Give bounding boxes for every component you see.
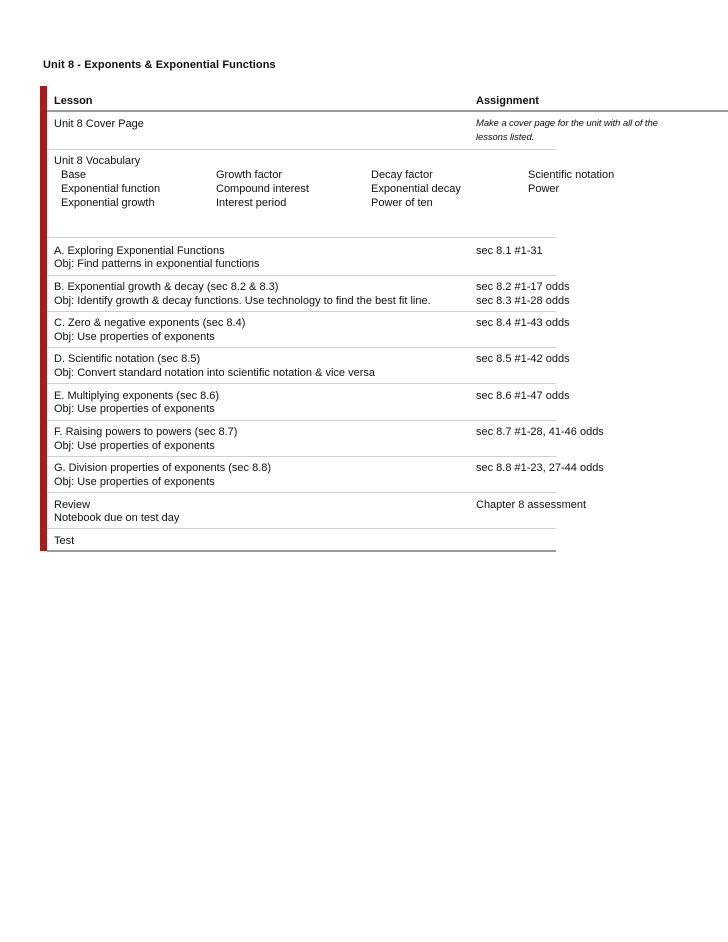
- lesson-title: G. Division properties of exponents (sec 8.8): [54, 462, 272, 474]
- lesson-objective: Obj: Identify growth & decay functions. Use technology to find the best fit line.: [54, 295, 431, 307]
- vocab-word: Growth factor: [216, 169, 283, 181]
- vocab-word: Interest period: [216, 197, 287, 209]
- left-accent-bar: [40, 86, 47, 551]
- vocab-word: Scientific notation: [528, 169, 615, 181]
- row-divider: [47, 383, 556, 384]
- lesson-assignment: sec 8.6 #1-47 odds: [476, 390, 570, 402]
- vocab-word: Base: [61, 169, 87, 181]
- cover-assignment-line2: lessons listed.: [476, 132, 535, 143]
- vocab-heading: Unit 8 Vocabulary: [54, 155, 141, 167]
- vocab-word: Compound interest: [216, 183, 309, 195]
- lesson-title: D. Scientific notation (sec 8.5): [54, 353, 201, 365]
- lesson-title: C. Zero & negative exponents (sec 8.4): [54, 317, 246, 329]
- lesson-column-header: Lesson: [54, 95, 93, 107]
- lesson-assignment: sec 8.2 #1-17 odds: [476, 281, 570, 293]
- lesson-assignment: Chapter 8 assessment: [476, 499, 587, 511]
- lesson-assignment: sec 8.8 #1-23, 27-44 odds: [476, 462, 604, 474]
- lesson-assignment: sec 8.4 #1-43 odds: [476, 317, 570, 329]
- cover-assignment-line1: Make a cover page for the unit with all of the: [476, 118, 658, 129]
- lesson-objective: Obj: Use properties of exponents: [54, 476, 215, 488]
- vocab-word: Exponential function: [61, 183, 161, 195]
- lesson-assignment: sec 8.7 #1-28, 41-46 odds: [476, 426, 604, 438]
- row-divider: [47, 149, 556, 150]
- row-divider: [47, 456, 556, 457]
- row-divider: [47, 347, 556, 348]
- lesson-title: B. Exponential growth & decay (sec 8.2 & 8.3): [54, 281, 279, 293]
- lesson-objective: Obj: Convert standard notation into scientific notation & vice versa: [54, 367, 376, 379]
- lesson-assignment: sec 8.5 #1-42 odds: [476, 353, 570, 365]
- vocab-word: Power: [528, 183, 560, 195]
- lesson-title: Review: [54, 499, 91, 511]
- table-bottom-border: [47, 550, 556, 552]
- lesson-title: A. Exploring Exponential Functions: [54, 245, 225, 257]
- row-divider: [47, 528, 556, 529]
- page-title: Unit 8 - Exponents & Exponential Functions: [43, 59, 276, 71]
- row-divider: [47, 237, 556, 238]
- header-divider: [47, 110, 728, 112]
- lesson-title: F. Raising powers to powers (sec 8.7): [54, 426, 238, 438]
- vocab-word: Exponential growth: [61, 197, 155, 209]
- lesson-title: Test: [54, 535, 75, 547]
- row-divider: [47, 492, 556, 493]
- vocab-word: Decay factor: [371, 169, 433, 181]
- lesson-objective: Obj: Use properties of exponents: [54, 331, 215, 343]
- lesson-assignment: sec 8.1 #1-31: [476, 245, 543, 257]
- vocab-word: Exponential decay: [371, 183, 461, 195]
- row-divider: [47, 420, 556, 421]
- vocab-word: Power of ten: [371, 197, 433, 209]
- cover-lesson: Unit 8 Cover Page: [54, 118, 144, 130]
- row-divider: [47, 275, 556, 276]
- lesson-objective: Notebook due on test day: [54, 512, 180, 524]
- lesson-assignment: sec 8.3 #1-28 odds: [476, 295, 570, 307]
- lesson-objective: Obj: Use properties of exponents: [54, 440, 215, 452]
- row-divider: [47, 311, 556, 312]
- lesson-objective: Obj: Use properties of exponents: [54, 403, 215, 415]
- lesson-title: E. Multiplying exponents (sec 8.6): [54, 390, 220, 402]
- assignment-column-header: Assignment: [476, 95, 539, 107]
- lesson-objective: Obj: Find patterns in exponential functions: [54, 258, 260, 270]
